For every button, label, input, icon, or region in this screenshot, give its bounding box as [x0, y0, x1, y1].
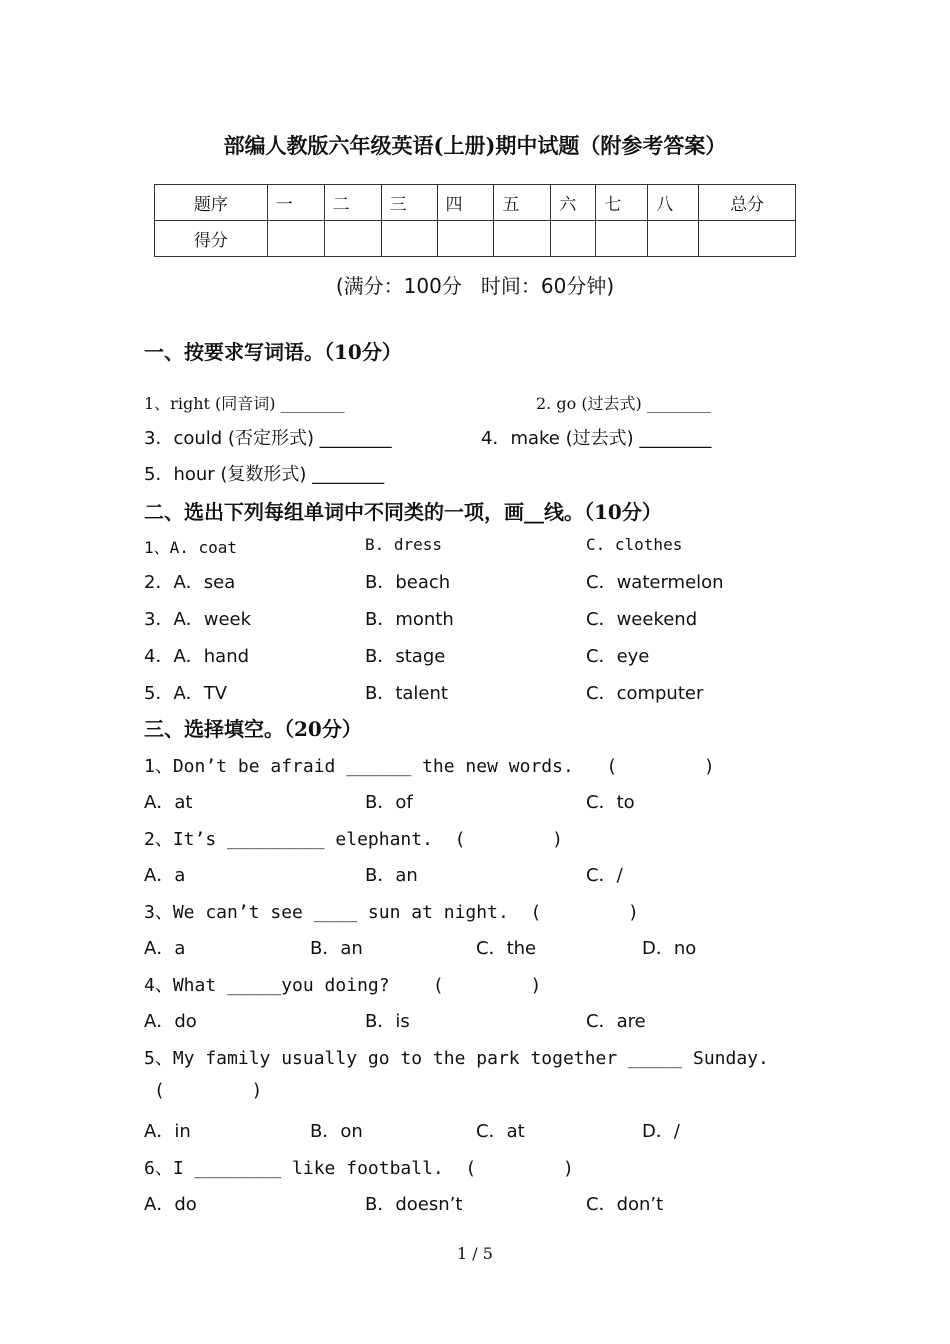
- section-3-q4-option-c: C．are: [586, 1011, 646, 1032]
- section-2-row-4-b: B．stage: [365, 646, 446, 667]
- page-number: 1 / 5: [457, 1244, 493, 1263]
- section-2-heading: 二、选出下列每组单词中不同类的一项，画__线。（10分）: [144, 500, 662, 524]
- section-3-q3-option-b: B．an: [310, 938, 363, 959]
- score-header-cell: 八: [648, 185, 699, 221]
- score-header-cell: 总分: [699, 185, 796, 221]
- section-3-heading: 三、选择填空。（20分）: [144, 717, 362, 741]
- section-2-row-2-a: 2．A．sea: [144, 572, 236, 593]
- section-2-row-1-c: C. clothes: [586, 535, 683, 554]
- section-2-row-5-b: B．talent: [365, 683, 448, 704]
- section-2-row-5-c: C．computer: [586, 683, 704, 704]
- score-input-cell[interactable]: [324, 221, 381, 257]
- score-header-cell: 五: [494, 185, 551, 221]
- section-2-row-3-c: C．weekend: [586, 609, 698, 630]
- section-3-q3-option-d: D．no: [642, 938, 697, 959]
- section-1-question-5: 5．hour (复数形式) ________: [144, 464, 385, 485]
- section-3-question-5: 5、My family usually go to the park together _____ Sunday.: [144, 1048, 769, 1069]
- score-header-cell: 七: [596, 185, 648, 221]
- section-3-q6-option-a: A．do: [144, 1194, 197, 1215]
- section-3-q3-option-c: C．the: [476, 938, 537, 959]
- section-2-row-2-b: B．beach: [365, 572, 451, 593]
- score-input-cell[interactable]: [596, 221, 648, 257]
- page-title: 部编人教版六年级英语(上册)期中试题（附参考答案）: [223, 133, 727, 158]
- section-3-question-3: 3、We can’t see ____ sun at night. ( ): [144, 902, 639, 923]
- section-3-q4-option-b: B．is: [365, 1011, 410, 1032]
- section-2-row-3-a: 3．A．week: [144, 609, 252, 630]
- section-2-row-1-b: B. dress: [365, 535, 443, 554]
- score-input-cell[interactable]: [267, 221, 324, 257]
- section-3-question-2: 2、It’s _________ elephant. ( ): [144, 829, 563, 850]
- section-1-heading: 一、按要求写词语。（10分）: [144, 340, 402, 364]
- section-3-q5-option-a: A．in: [144, 1121, 191, 1142]
- score-table: [154, 184, 796, 257]
- score-input-cell[interactable]: [551, 221, 596, 257]
- section-2-row-2-c: C．watermelon: [586, 572, 724, 593]
- section-3-q5-option-b: B．on: [310, 1121, 363, 1142]
- section-3-q6-option-c: C．don’t: [586, 1194, 664, 1215]
- section-2-row-5-a: 5．A．TV: [144, 683, 228, 704]
- section-3-q6-option-b: B．doesn’t: [365, 1194, 463, 1215]
- section-3-q1-option-b: B．of: [365, 792, 413, 813]
- score-table-score-row: [155, 221, 796, 257]
- score-input-cell[interactable]: [494, 221, 551, 257]
- section-3-question-1: 1、Don’t be afraid ______ the new words. ( ): [144, 756, 715, 777]
- section-2-row-4-c: C．eye: [586, 646, 650, 667]
- section-3-q2-option-a: A．a: [144, 865, 186, 886]
- score-input-cell[interactable]: [381, 221, 437, 257]
- score-input-cell[interactable]: [699, 221, 796, 257]
- score-table-header-row: [155, 185, 796, 221]
- section-3-q4-option-a: A．do: [144, 1011, 197, 1032]
- section-3-q2-option-b: B．an: [365, 865, 418, 886]
- section-2-row-3-b: B．month: [365, 609, 454, 630]
- score-header-cell: 四: [437, 185, 494, 221]
- section-3-question-6: 6、I ________ like football. ( ): [144, 1158, 574, 1179]
- section-3-q3-option-a: A．a: [144, 938, 186, 959]
- score-header-cell: 六: [551, 185, 596, 221]
- section-2-row-1-a: 1、A. coat: [144, 538, 238, 557]
- score-input-cell[interactable]: [648, 221, 699, 257]
- section-1-question-2: 2. go (过去式) ________: [536, 394, 711, 413]
- score-header-cell: 三: [381, 185, 437, 221]
- section-2-row-4-a: 4．A．hand: [144, 646, 250, 667]
- section-3-q5-option-c: C．at: [476, 1121, 525, 1142]
- section-3-q1-option-a: A．at: [144, 792, 193, 813]
- section-3-question-4: 4、What _____you doing? ( ): [144, 975, 542, 996]
- exam-info: (满分：100分 时间：60分钟): [335, 274, 615, 298]
- score-header-cell: 二: [324, 185, 381, 221]
- score-input-cell[interactable]: [437, 221, 494, 257]
- score-header-cell: 题序: [155, 185, 268, 221]
- section-3-q5-option-d: D．/: [642, 1121, 680, 1142]
- section-1-question-4: 4．make (过去式) ________: [481, 428, 712, 449]
- section-3-q2-option-c: C．/: [586, 865, 623, 886]
- section-3-question-5-answer-blank: ( ): [154, 1080, 263, 1101]
- score-header-cell: 一: [267, 185, 324, 221]
- section-1-question-1: 1、right (同音词) ________: [144, 394, 345, 413]
- section-1-question-3: 3．could (否定形式) ________: [144, 428, 392, 449]
- section-3-q1-option-c: C．to: [586, 792, 635, 813]
- score-row-label: 得分: [155, 221, 268, 257]
